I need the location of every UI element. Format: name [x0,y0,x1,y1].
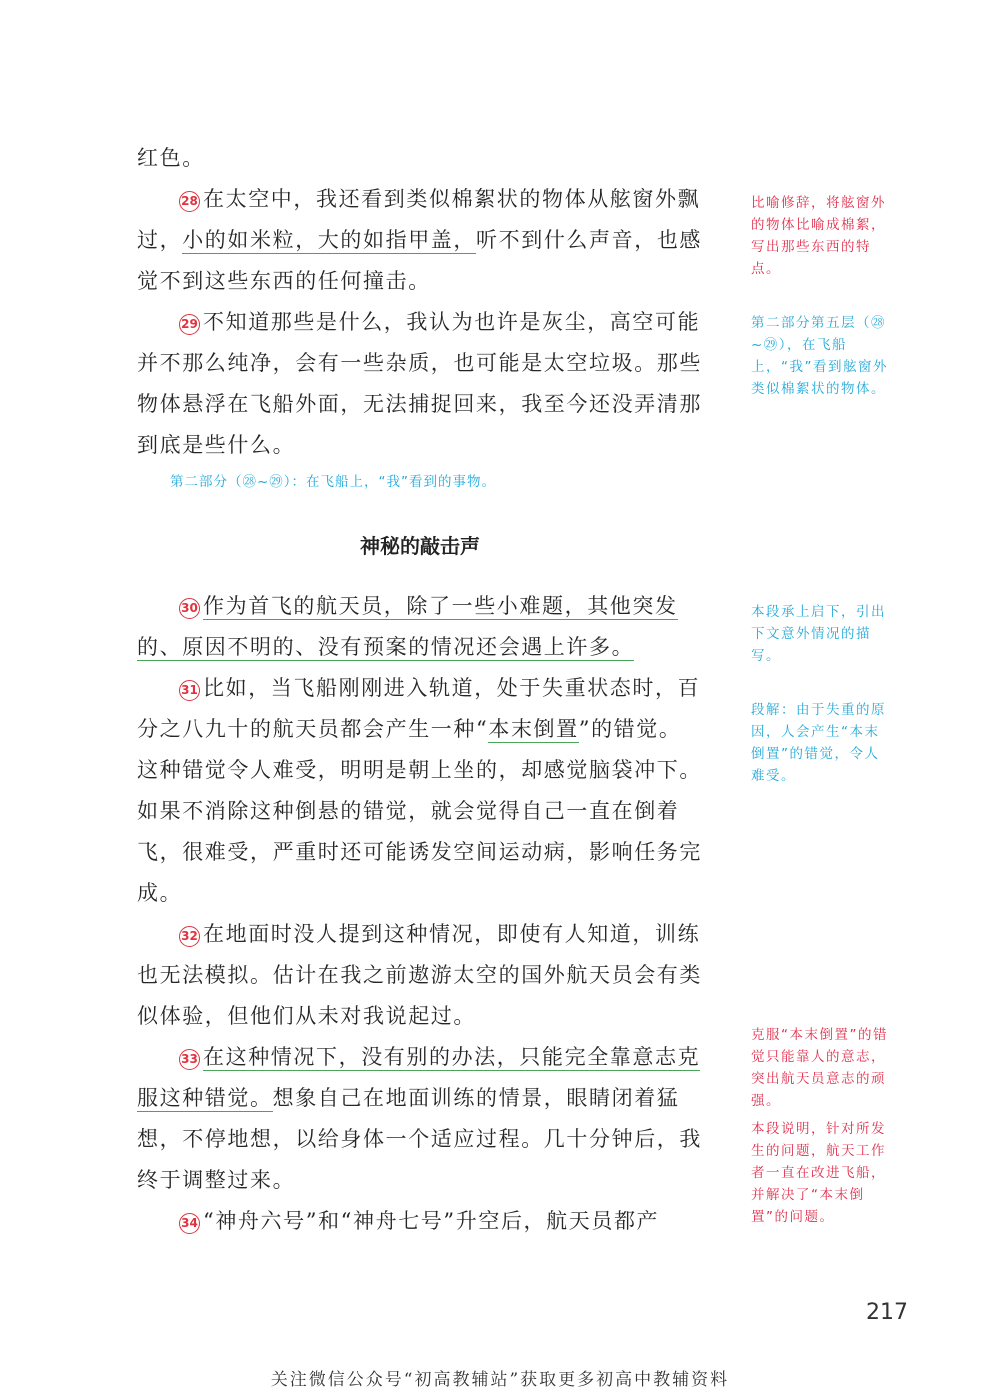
paragraph-33 [137,1037,703,1201]
paragraph-number-badge: 31 [179,680,200,701]
paragraph-30 [137,586,703,668]
paragraph-34 [137,1201,703,1242]
paragraph-32 [137,914,703,1037]
margin-note-part-two: 第二部分第五层（㉘~㉙），在飞船上，“我”看到舷窗外类似棉絮状的物体。 [751,315,888,397]
paragraph-number-badge: 28 [179,191,200,212]
paragraph-28 [137,179,703,302]
underlined-phrase: 在这种情况下，没有别的办法，只能完全靠意志克服这种错觉。 [137,1045,701,1110]
underlined-phrase: 小的如米粒，大的如指甲盖， [182,228,477,252]
margin-note-transition: 本段承上启下，引出下文意外情况的描写。 [751,604,886,664]
paragraph-text: 不知道那些是什么，我认为也许是灰尘，高空可能并不那么纯净，会有一些杂质，也可能是太空垃圾。那些物体悬浮在飞船外面，无法捕捉回来，我至今还没弄清那到底是些什么。 [137,310,702,457]
paragraph-number-badge: 32 [179,926,200,947]
margin-note-metaphor: 比喻修辞，将舷窗外的物体比喻成棉絮，写出那些东西的特点。 [751,195,886,277]
body-text-top [137,138,703,179]
paragraph-text: 听不到什么声音，也感觉不到这些东西的任何撞击。 [137,228,703,293]
margin-note-improvement: 本段说明，针对所发生的问题，航天工作者一直在改进飞船，并解决了“本末倒置”的问题。 [751,1121,886,1225]
margin-note-willpower: 克服“本末倒置”的错觉只能靠人的意志，突出航天员意志的顽强。 [751,1027,888,1109]
paragraph-number-badge: 30 [179,598,200,619]
underlined-phrase: 本末倒置 [488,717,579,741]
margin-note-paragraph-summary: 段解：由于失重的原因，人会产生“本末倒置”的错觉，令人难受。 [751,702,886,784]
paragraph-31 [137,668,703,914]
paragraph-number-badge: 34 [179,1213,200,1234]
paragraph-text: 比如，当飞船刚刚进入轨道，处于失重状态时，百分之八九十的航天员都会产生一种“ [137,676,701,741]
paragraph-29 [137,302,703,466]
paragraph-text: 想象自己在地面训练的情景，眼睛闭着猛想，不停地想，以给身体一个适应过程。几十分钟后，我终于调整过来。 [137,1086,702,1192]
paragraph-text: ”的错觉。这种错觉令人难受，明明是朝上坐的，却感觉脑袋冲下。如果不消除这种倒悬的错觉，就会觉得自己一直在倒着飞，很难受，严重时还可能诱发空间运动病，影响任务完成。 [137,717,702,905]
footer-watermark: 关注微信公众号“初高教辅站”获取更多初高中教辅资料 [270,1370,730,1390]
paragraph-fragment: 红色。 [137,146,205,170]
paragraph-text: 在太空中，我还看到类似棉絮状的物体从舷窗外飘过， [137,187,701,252]
underlined-phrase: 作为首飞的航天员，除了一些小难题，其他突发的、原因不明的、没有预案的情况还会遇上许多。 [137,594,678,659]
paragraph-text: “神舟六号”和“神舟七号”升空后，航天员都产 [203,1209,660,1233]
paragraph-number-badge: 29 [179,314,200,335]
body-text-block-2 [137,586,703,1242]
paragraph-text: 在地面时没人提到这种情况，即使有人知道，训练也无法模拟。估计在我之前遨游太空的国外航天员会有类似体验，但他们从未对我说起过。 [137,922,702,1028]
page-number: 217 [866,1300,908,1325]
part-summary-annotation: 第二部分（㉘~㉙）：在飞船上，“我”看到的事物。 [170,474,497,490]
section-heading: 神秘的敲击声 [360,534,480,558]
paragraph-number-badge: 33 [179,1049,200,1070]
body-text-block-1 [137,179,703,466]
